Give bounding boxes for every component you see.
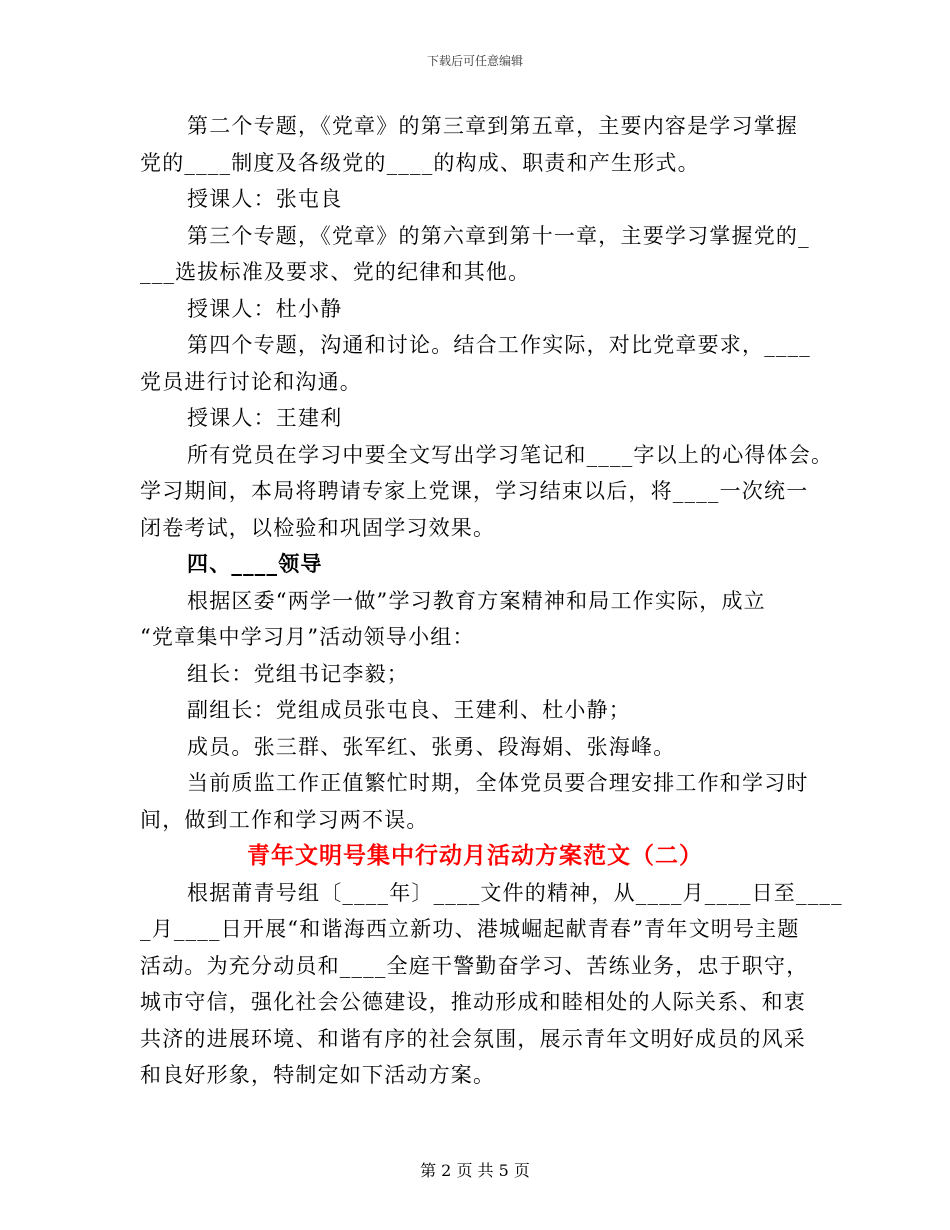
document-title: 青年文明号集中行动月活动方案范文（二） [247, 842, 703, 869]
paragraph-line: 党的____制度及各级党的____的构成、职责和产生形式。 [140, 150, 700, 175]
paragraph-line: 当前质监工作正值繁忙时期，全体党员要合理安排工作和学习时 [187, 771, 809, 795]
paragraph-line: 共济的进展环境、和谐有序的社会氛围，展示青年文明好成员的风采 [140, 1026, 806, 1051]
paragraph-line: 根据区委“两学一做”学习教育方案精神和局工作实际，成立 [187, 588, 766, 613]
paragraph-line: 组长：党组书记李毅； [187, 661, 409, 686]
paragraph-line: 城市守信，强化社会公德建设，推动形成和睦相处的人际关系、和衷 [140, 990, 806, 1014]
paragraph-line: 间，做到工作和学习两不误。 [140, 807, 429, 832]
paragraph-line: “党章集中学习月”活动领导小组： [140, 625, 475, 649]
paragraph-line: 所有党员在学习中要全文写出学习笔记和____字以上的心得体会。 [187, 442, 834, 467]
paragraph-line: 第四个专题，沟通和讨论。结合工作实际，对比党章要求，____ [187, 333, 811, 357]
document-body [140, 108, 843, 1094]
page-footer: 第 2 页 共 5 页 [420, 1161, 530, 1180]
paragraph-line: 成员。张三群、张军红、张勇、段海娟、张海峰。 [187, 734, 676, 759]
paragraph-line: 党员进行讨论和沟通。 [140, 369, 362, 394]
lecturer-line: 授课人：杜小静 [187, 296, 343, 321]
paragraph-line: 闭卷考试，以检验和巩固学习效果。 [140, 515, 496, 540]
paragraph-line: 副组长：党组成员张屯良、王建利、杜小静； [187, 698, 631, 722]
lecturer-line: 授课人：张屯良 [187, 187, 343, 211]
paragraph-line: 第二个专题，《党章》的第三章到第五章，主要内容是学习掌握 [187, 114, 799, 138]
lecturer-line: 授课人：王建利 [187, 406, 343, 430]
section-heading: 四、____领导 [187, 551, 323, 576]
paragraph-line: 根据莆青号组〔____年〕____文件的精神，从____月____日至____ [187, 880, 843, 905]
paragraph-line: 第三个专题，《党章》的第六章到第十一章，主要学习掌握党的_ [187, 223, 810, 248]
paragraph-line: 和良好形象，特制定如下活动方案。 [140, 1063, 496, 1087]
page-header: 下载后可任意编辑 [426, 54, 523, 68]
paragraph-line: 活动。为充分动员和____全庭干警勤奋学习、苦练业务，忠于职守， [140, 953, 809, 978]
paragraph-line: _月____日开展“和谐海西立新功、港城崛起献青春”青年文明号主题 [140, 917, 800, 941]
paragraph-line: 学习期间，本局将聘请专家上党课，学习结束以后，将____一次统一 [140, 479, 809, 503]
paragraph-line: ___选拔标准及要求、党的纪律和其他。 [140, 260, 531, 284]
